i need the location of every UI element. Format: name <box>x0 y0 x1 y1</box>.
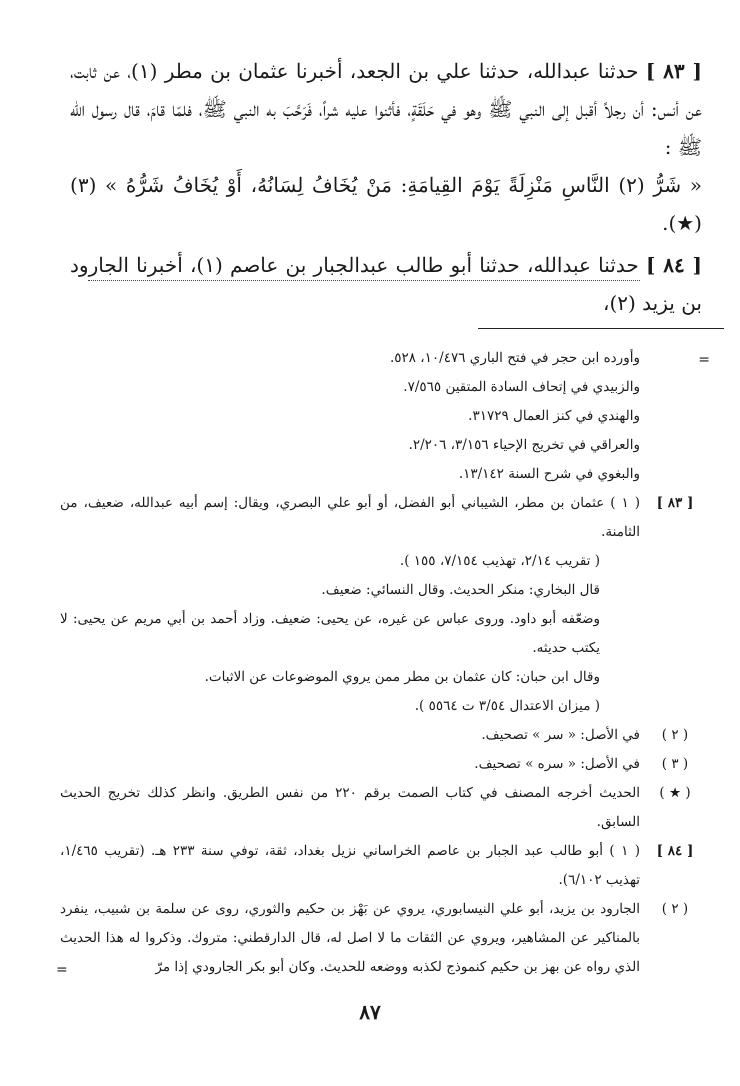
footnote-83-label: [ ٨٣ ] <box>656 495 694 511</box>
footnote-83-3 <box>60 750 710 779</box>
footnote-line: ( تقريب ٢/١٤، تهذيب ٧/١٥٤، ١٥٥ ). <box>399 553 600 569</box>
hadith-83-number: [ ٨٣ ] <box>645 59 702 83</box>
footnote-line: ( ميزان الاعتدال ٣/٥٤ ت ٥٥٦٤ ). <box>414 698 600 714</box>
footnote-2-text: في الأصل: « سر » تصحيف. <box>481 727 640 743</box>
continues-mark: = <box>56 962 68 978</box>
footnote-84-2-label: ( ٢ ) <box>661 901 689 917</box>
footnote-line: وأورده ابن حجر في فتح الباري ١٠/٤٧٦، ٥٢٨. <box>389 350 640 366</box>
page-number: ٨٧ <box>359 1000 381 1024</box>
footnote-line: والبغوي في شرح السنة ١٣/١٤٢. <box>458 466 640 482</box>
continued-from-mark: = <box>698 352 710 368</box>
hadith-83-quote: « شَرُّ (٢) النَّاسِ مَنْزِلَةً يَوْمَ القِيامَةِ: مَنْ يُخَافُ لِسَانُهُ، أَوْ يُخَافُ شَرُّهُ » (٣) (★). <box>70 173 703 235</box>
footnote-83-1-text: ( ١ ) عثمان بن مطر، الشيباني أبو الفضل، أو أبو علي البصري، ويقال: إسم أبيه عبدالله، ضعيف، من الثامنة. <box>60 495 640 540</box>
footnote-83-star <box>60 779 710 837</box>
footnote-2-label: ( ٢ ) <box>661 727 689 743</box>
footnote-continued <box>60 344 710 489</box>
footnote-84-1-text: ( ١ ) أبو طالب عبد الجبار بن عاصم الخراساني نزيل بغداد، ثقة، توفي سنة ٢٣٣ هـ. (تقريب ١/٤٦٥، تهذيب ٦/١٠٢). <box>60 843 640 888</box>
hadith-84 <box>70 246 702 322</box>
hadith-83-text: حدثنا عبدالله، حدثنا علي بن الجعد، أخبرنا عثمان بن مطر (١)، عن ثابت، عن أنس: أن رجلاً أقبل إلى النبي ﷺ وهو في حَلَقَةٍ، فأثنوا عليه شراً، فَرَحَّبَ به النبي ﷺ، فلمّا قامَ، قال رسول الله ﷺ : <box>70 59 702 159</box>
footnote-line: والعراقي في تخريج الإحياء ٣/١٥٦، ٢/٢٠٦. <box>408 437 640 453</box>
footnote-84-2 <box>60 895 710 982</box>
continuation-dots <box>88 280 640 281</box>
footnote-3-text: في الأصل: « سره » تصحيف. <box>474 756 640 772</box>
hadith-84-number: [ ٨٤ ] <box>645 253 703 277</box>
footnote-star-text: الحديث أخرجه المصنف في كتاب الصمت برقم ٢٢٠ من نفس الطريق. وانظر كذلك تخريج الحديث السابق. <box>60 785 640 830</box>
footnote-84-2-text: الجارود بن يزيد، أبو علي النيسابوري، يروي عن بَهْز بن حكيم والثوري، روى عن سلمة بن شبيب، ينفرد بالمناكير عن المشاهير، ويروي عن الثقات ما لا اصل له، قال الدارقطني: متروك. وذكروا له هذا الحديث الذي رواه عن بهز بن حكيم كنموذج لكذبه ووضعه للحديث. وكان أبو بكر الجارودي إذا مرّ <box>60 901 640 975</box>
footnote-3-label: ( ٣ ) <box>661 756 689 772</box>
footnotes <box>60 344 710 982</box>
footnote-star-label: ( ★ ) <box>659 785 691 801</box>
footnote-line: وضعّفه أبو داود. وروى عباس عن غيره، عن يحيى: ضعيف. وزاد أحمد بن أبي مريم عن يحيى: لا يكتب حديثه. <box>60 611 600 656</box>
footnote-84-label: [ ٨٤ ] <box>656 843 694 859</box>
footnote-84-1 <box>60 837 710 895</box>
footnote-line: قال البخاري: منكر الحديث. وقال النسائي: ضعيف. <box>321 582 600 598</box>
hadith-83 <box>70 52 702 166</box>
footnote-83-1-continued <box>60 547 710 721</box>
footnote-separator <box>478 328 724 329</box>
footnote-83-1 <box>60 489 710 547</box>
footnote-line: والزبيدي في إتحاف السادة المتقين ٧/٥٦٥. <box>403 379 640 395</box>
footnote-line: وقال ابن حبان: كان عثمان بن مطر ممن يروي الموضوعات عن الاثبات. <box>204 669 600 685</box>
footnote-83-2 <box>60 721 710 750</box>
footnote-line: والهندي في كنز العمال ٣١٧٢٩. <box>468 408 640 424</box>
hadith-84-text: حدثنا عبدالله، حدثنا أبو طالب عبدالجبار بن عاصم (١)، أخبرنا الجارود بن يزيد (٢)، <box>70 253 702 315</box>
main-text <box>70 52 702 322</box>
